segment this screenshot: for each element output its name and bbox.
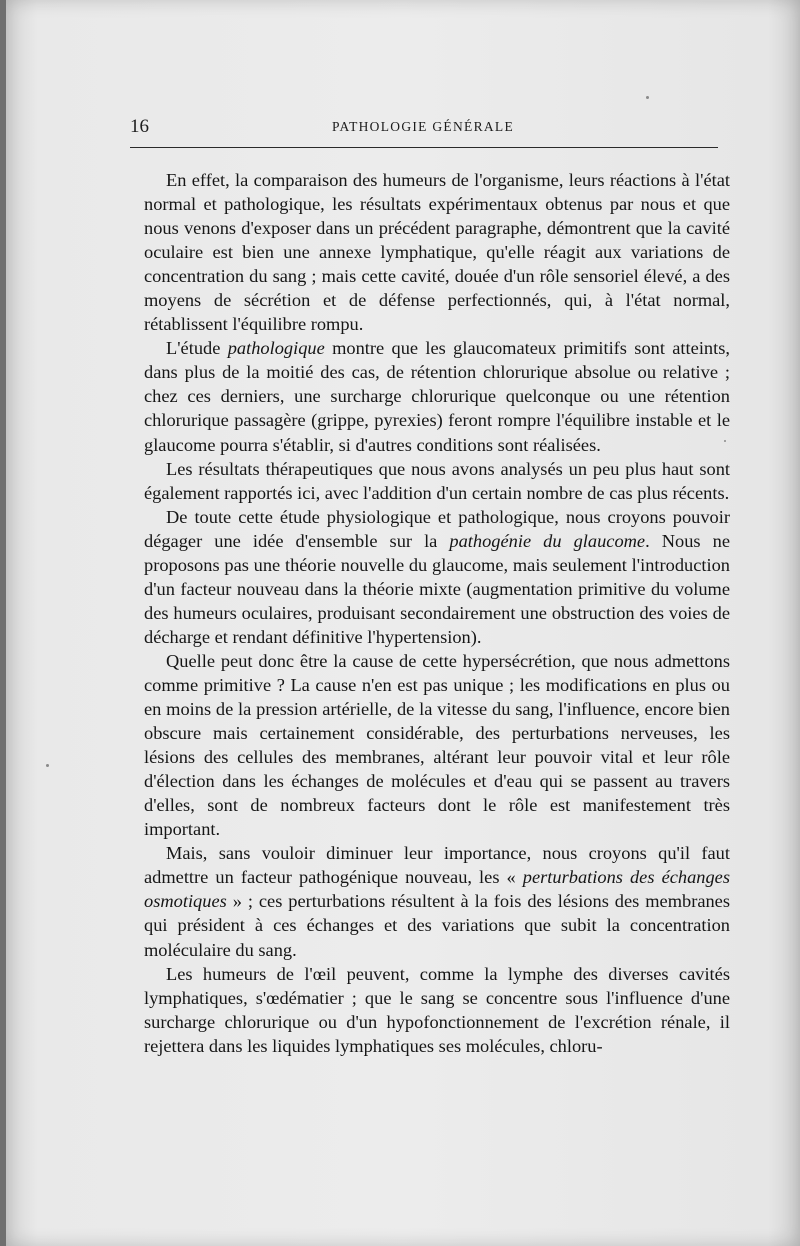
italic-text-run: pathogénie du glaucome [449,530,646,551]
header-rule [130,147,718,148]
paragraph-1 [144,168,730,336]
running-title: PATHOLOGIE GÉNÉRALE [331,119,515,134]
paper-speck [646,96,649,99]
document-page [6,0,800,1246]
page-number: 16 [130,116,149,137]
paragraph-4 [144,505,730,649]
paragraph-7 [144,962,730,1058]
italic-text-run: pathologique [227,338,325,359]
text-run: Mais, sans vouloir diminuer leur importance, nous croyons qu'il faut admettre un facteur pathogénique nouveau, les « [144,843,730,888]
paragraph-2 [144,336,730,456]
paragraph-5 [144,649,730,841]
text-run: » ; ces perturbations résultent à la fois des lésions des membranes qui président à ces échanges et des variations que subit la concentration moléculaire du sang. [144,891,730,960]
text-run: . Nous ne proposons pas une théorie nouvelle du glaucome, mais seulement l'introduction d'un facteur nouveau dans la théorie mixte (augmentation primitive du volume des humeurs oculaires, produisant secondairement une obstruction des voies de décharge et rendant définitive l'hypertension). [144,530,730,647]
body-text [144,168,730,1058]
text-run: Les résultats thérapeutiques que nous avons analysés un peu plus haut sont également rapportés ici, avec l'addition d'un certain nombre de cas plus récents. [144,458,730,503]
text-run: En effet, la comparaison des humeurs de l'organisme, leurs réactions à l'état normal et pathologique, les résultats expérimentaux obtenus par nous et que nous venons d'exposer dans un précédent paragraphe, démontrent que la cavité oculaire est bien une annexe lymphatique, qu'elle réagit aux variations de concentration du sang ; mais cette cavité, douée d'un rôle sensoriel élevé, a des moyens de sécrétion et de défense perfectionnés, qui, à l'état normal, rétablissent l'équilibre rompu. [144,170,730,335]
paragraph-6 [144,841,730,961]
text-run: L'étude [166,338,228,359]
text-run: De toute cette étude physiologique et pathologique, nous croyons pouvoir dégager une idée d'ensemble sur la [144,506,730,551]
page-header [130,116,716,138]
text-run: Les humeurs de l'œil peuvent, comme la lymphe des diverses cavités lymphatiques, s'œdématier ; que le sang se concentre sous l'influence d'une surcharge chlorurique ou d'un hypofonctionnement de l'excrétion rénale, il rejettera dans les liquides lymphatiques ses molécules, chloru- [144,963,730,1056]
paragraph-3 [144,457,730,505]
paper-speck [724,440,726,442]
paper-speck [46,764,49,767]
text-run: montre que les glaucomateux primitifs sont atteints, dans plus de la moitié des cas, de rétention chlorurique absolue ou relative ; chez ces derniers, une surcharge chlorurique quelconque ou une rétention chlorurique passagère (grippe, pyrexies) feront rompre l'équilibre instable et le glaucome pourra s'établir, si d'autres conditions sont réalisées. [144,338,730,455]
text-run: Quelle peut donc être la cause de cette hypersécrétion, que nous admettons comme primitive ? La cause n'en est pas unique ; les modifications en plus ou en moins de la pression artérielle, de la vitesse du sang, l'influence, encore bien obscure mais certainement considérable, des perturbations nerveuses, les lésions des cellules des membranes, altérant leur pouvoir vital et leur rôle d'élection dans les échanges de molécules et d'eau qui se passent au travers d'elles, sont de nombreux facteurs dont le rôle est manifestement très important. [144,650,730,840]
italic-text-run: perturbations des échanges osmotiques [144,867,730,912]
